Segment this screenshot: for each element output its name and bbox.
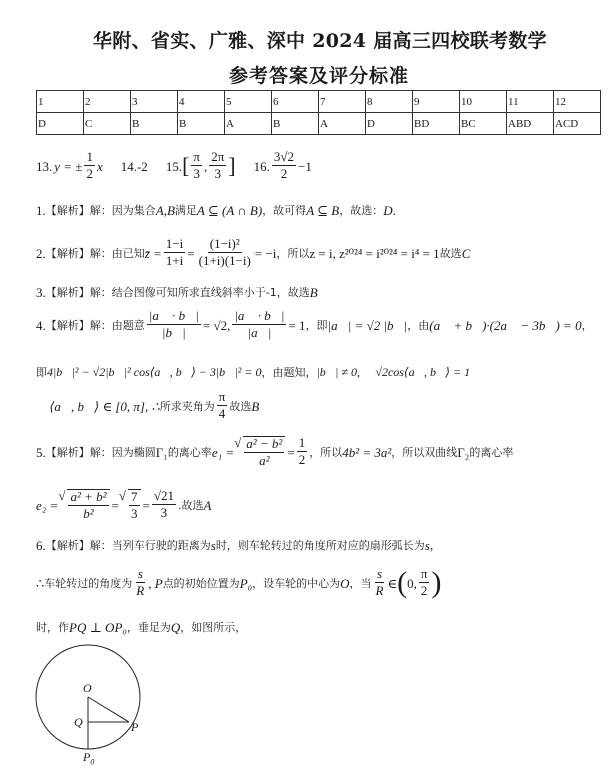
question-number: 10 [460, 91, 507, 113]
solution-4-line-2: 即 4|b⃗|² − √2|b⃗|² cos⟨a⃗, b⃗⟩ − 3|b⃗|² = 0 ，由题知， |b⃗| ≠ 0, ∴ √2cos⟨a⃗, b⃗⟩ = 1 [36, 365, 471, 379]
q14-label: 14. [120, 158, 137, 174]
solution-6-line-3: 时，作 PQ ⊥ OP₀ ，垂足为 Q ，如图所示， [36, 619, 247, 635]
radical-icon: √ [58, 487, 66, 503]
right-bracket-icon: ] [228, 153, 236, 178]
answer-cell: B [178, 113, 225, 135]
question-number: 3 [131, 91, 178, 113]
analysis-tag: 【解析】 [45, 203, 90, 217]
answer-table-question-row [37, 91, 601, 113]
answer-cell: B [272, 113, 319, 135]
left-bracket-icon: [ [182, 153, 190, 178]
solution-6-line-2: ∴ 车轮转过的角度为 $\frac{s}{R}$ , P 点的初始位置为 P₀ ，设车轮的中心为 O ，当 $\frac{s}{R}$ ∈ ( 0, $\frac{\pi}{2}$ ) [36, 566, 442, 599]
analysis-tag: 【解析】 [45, 318, 90, 332]
wheel-diagram [30, 640, 180, 771]
answer-table-answer-row [37, 113, 601, 135]
label-p0: $P_0$ [83, 750, 95, 767]
left-paren-icon: ( [397, 566, 408, 599]
q14-answer: -2 [136, 158, 148, 174]
document-title: 华附、省实、广雅、深中 2024 届高三四校联考数学 [93, 30, 547, 52]
q15-fraction-a: $\frac{\pi}{3}$ [193, 149, 200, 182]
q13-prefix: y = ± [54, 158, 83, 174]
answer-cell: D [366, 113, 413, 135]
analysis-tag: 【解析】 [45, 246, 90, 260]
solution-4: 4. 【解析】 解：由题意 $\frac{|a⃗ \cdot b⃗|}{|b⃗|}$ = √2, $\frac{|a⃗ \cdot b⃗|}{|a⃗|}$ = 1 ，即 |a⃗| = √2 |b⃗| ，由 (a⃗ + b⃗)·(2a⃗ − 3b⃗) = 0 ， [36, 308, 593, 341]
question-number: 1 [37, 91, 84, 113]
question-number: 6 [272, 91, 319, 113]
answer-cell: BD [413, 113, 460, 135]
q16-fraction: $\frac{3√2}{2}$ [273, 149, 295, 182]
question-number: 5 [225, 91, 272, 113]
solution-4-line-3: ∵ ⟨a⃗, b⃗⟩ ∈ [0, π], ∴ 所求夹角为 $\frac{\pi}{4}$ 故选 B [36, 389, 260, 422]
document-subtitle: 参考答案及评分标准 [228, 65, 409, 87]
analysis-tag: 【解析】 [45, 538, 90, 552]
question-number: 7 [319, 91, 366, 113]
fill-in-answers: 13. y = ± $\frac{1}{2}$ x 14. -2 15. [ $\frac{\pi}{3}$ , $\frac{2\pi}{3}$ ] 16. $\frac{3√2}{2}$ −1 [36, 149, 312, 182]
right-paren-icon: ) [431, 566, 442, 599]
question-number: 12 [554, 91, 601, 113]
q13-suffix: x [96, 158, 103, 174]
solution-5: 5. 【解析】 解：因为椭圆 Γ₁ 的离心率 e₁ = √ $\frac{\text{a² − b²}}{\text{a²}}$ = $\frac{1}{2}$ ，所以 4b² = 3a² ，所以双曲线 Γ₂ 的离心率 [36, 434, 514, 468]
answer-cell: ACD [554, 113, 601, 135]
question-number: 9 [413, 91, 460, 113]
analysis-tag: 【解析】 [45, 445, 90, 459]
q16-label: 16. [253, 158, 270, 174]
answer-cell: D [37, 113, 84, 135]
radical-icon: √ [234, 434, 242, 450]
solution-1: 1. 【解析】 解：因为集合 A,B 满足 A ⊆ (A ∩ B) ，故可得 A ⊆ B ，故选： D . [36, 202, 396, 218]
question-number: 2 [84, 91, 131, 113]
answer-cell: B [131, 113, 178, 135]
answer-cell: A [225, 113, 272, 135]
answer-table [36, 90, 601, 135]
circle-figure-icon [30, 640, 180, 771]
question-number: 11 [507, 91, 554, 113]
answer-cell: C [84, 113, 131, 135]
square-root: √ $\frac{\text{a² − b²}}{\text{a²}}$ [234, 436, 287, 469]
label-o: O [83, 681, 92, 695]
q13-fraction: $\frac{1}{2}$ [86, 149, 93, 182]
question-number: 8 [366, 91, 413, 113]
q16-suffix: −1 [298, 158, 312, 174]
analysis-tag: 【解析】 [45, 285, 90, 299]
solution-5-line-2: e₂ = √ $\frac{\text{a² + b²}}{\text{b²}}$ = √ $\frac{7}{3}$ = $\frac{√21}{3}$ .故选 A [36, 487, 212, 521]
radical-icon: √ [118, 487, 127, 503]
solution-6: 6. 【解析】 解：当列车行驶的距离为 s 时，则车轮转过的角度所对应的扇形弧长为 s ， [36, 537, 441, 553]
answer-cell: ABD [507, 113, 554, 135]
solution-2: 2. 【解析】 解：由已知 z̄ = $\frac{1-i}{1+i}$ = $\frac{\text{(1−i)²}}{(1+i)(1-i)}$ = −i ，所以 z = i, z²⁰²⁴ = i²⁰²⁴ = i⁴ = 1 故选 C [36, 236, 471, 269]
answer-cell: A [319, 113, 366, 135]
q15-label: 15. [165, 158, 183, 174]
question-number: 4 [178, 91, 225, 113]
label-p: P [131, 720, 139, 734]
q13-label: 13. [36, 158, 53, 174]
solution-3: 3. 【解析】 解：结合图像可知所求直线斜率小于-1，故选 B [36, 284, 318, 300]
label-q: Q [74, 715, 83, 729]
q15-fraction-b: $\frac{2\pi}{3}$ [211, 149, 225, 182]
answer-cell: BC [460, 113, 507, 135]
